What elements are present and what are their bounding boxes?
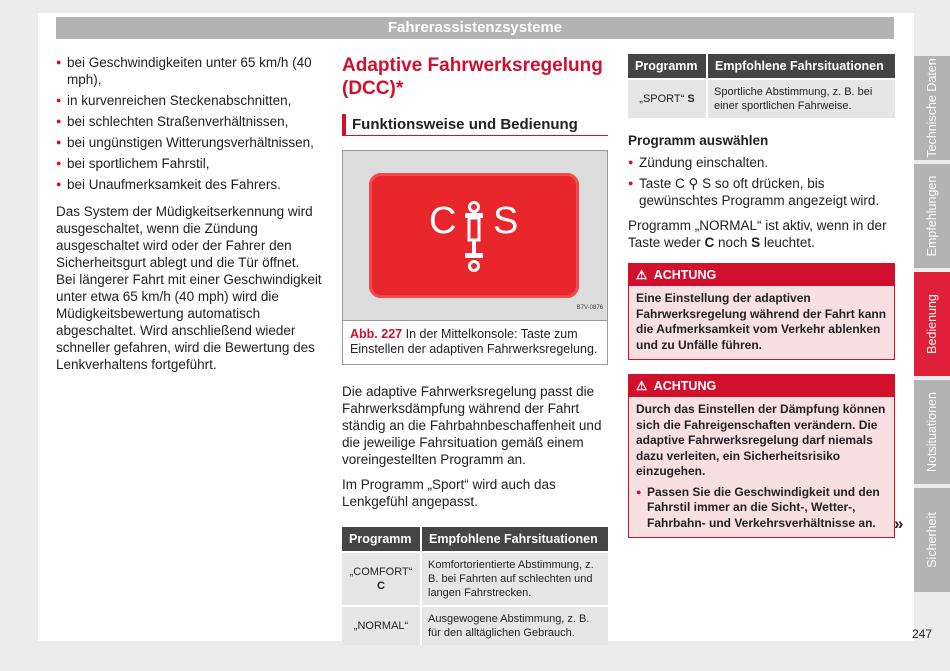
figure-caption [343,320,607,364]
table-header-program: Programm [342,527,420,551]
warning-title: ACHTUNG [653,268,717,282]
dcc-paragraph: Die adaptive Fahrwerksregelung passt die Fahrwerksdämpfung während der Fahrt ständig an die Fahrbahnbeschaffenheit und die jeweilige Fahrsituation gemäß einem voreingestellten Programm an. [342,384,602,467]
tab-technische-daten[interactable]: Technische Daten [914,56,950,160]
situation-cell: Komfortorientierte Abstimmung, z. B. bei Fahrten auf schlechten und langen Fahrstrecken. [420,551,608,605]
warning-text: Eine Einstellung der adaptiven Fahrwerksregelung während der Fahrt kann die Aufmerksamkeit vom Verkehr ablenken und zu Unfälle führen. [629,286,894,359]
warning-bullet: ● Passen Sie die Geschwindigkeit und den Fahrstil immer an die Sicht-, Wetter-, Fahrbahn- und Verkehrsverhältnisse an. [636,485,887,532]
column-middle [342,54,608,645]
warning-title: ACHTUNG [653,379,717,393]
tab-notsituationen[interactable]: Notsituationen [914,380,950,484]
continue-marker: » [894,514,904,533]
sport-letter: S [493,200,519,242]
figure-caption-text: In der Mittelkonsole: Taste zum Einstellen der adaptiven Fahrwerksregelung. [350,327,598,356]
comfort-letter: C [429,200,457,242]
list-item: ● Zündung einschalten. [628,154,895,171]
warning-box [628,374,895,538]
list-item: ● bei schlechten Straßenverhältnissen, [56,113,322,130]
situation-cell: Sportliche Abstimmung, z. B. bei einer sportlichen Fahrweise. [706,78,895,118]
normal-note: Programm „NORMAL“ ist aktiv, wenn in der Taste weder C noch S leuchtet. [628,218,887,250]
section-title: Adaptive Fahrwerksregelung (DCC)* [342,55,603,99]
chapter-header: Fahrerassistenzsysteme [56,17,894,39]
figure-227 [342,150,608,365]
list-item: ● bei Unaufmerksamkeit des Fahrers. [56,176,322,193]
column-right [628,54,895,538]
fatigue-paragraph: Das System der Müdigkeitserkennung wird ausgeschaltet, wenn die Zündung ausgeschaltet wird oder der Fahrer den Sicherheitsgurt ablegt und die Tür öffnet. Bei längerer Fahrt mit einer Geschwindigkeit unter etwa 65 km/h (40 mph) wird die Müdigkeitsbewertung automatisch abgeschaltet. Wird anschließend wieder schneller gefahren, wird die Bewertung des Lenkverhaltens fortgeführt. [56,204,322,372]
warning-header [629,375,894,397]
figure-label: Abb. 227 [350,327,403,341]
table-row [628,78,895,118]
page-number: 247 [912,627,933,641]
tab-empfehlungen[interactable]: Empfehlungen [914,164,950,268]
warning-content [629,397,894,537]
warning-box [628,263,895,360]
tab-bedienung[interactable]: Bedienung [914,272,950,376]
select-program-heading: Programm auswählen [628,133,769,148]
list-item: ● bei sportlichem Fahrstil, [56,155,322,172]
section-subtitle: Funktionsweise und Bedienung [342,114,608,136]
program-cell: „SPORT“ S [628,78,706,118]
dcc-button-illustration [369,173,579,298]
image-code: B7V-0876 [576,305,603,311]
program-table-continued [628,54,895,118]
column-left [56,54,322,373]
table-header-situations: Empfohlene Fahrsituationen [706,54,895,78]
sport-paragraph: Im Programm „Sport“ wird auch das Lenkgefühl angepasst. [342,477,556,509]
table-header-situations: Empfohlene Fahrsituationen [420,527,608,551]
situation-cell: Ausgewogene Abstimmung, z. B. für den alltäglichen Gebrauch. [420,605,608,645]
program-table [342,527,608,645]
figure-image [343,151,607,320]
condition-list [56,54,322,193]
tab-sicherheit[interactable]: Sicherheit [914,488,950,592]
table-row [342,605,608,645]
warning-triangle-icon: ⚠ [636,379,648,393]
program-cell: „COMFORT“ C [342,551,420,605]
list-item: ● in kurvenreichen Steckenabschnitten, [56,92,322,109]
program-cell: „NORMAL“ [342,605,420,645]
warning-triangle-icon: ⚠ [636,268,648,282]
shock-absorber-icon [461,201,487,273]
list-item: ● bei Geschwindigkeiten unter 65 km/h (40 mph), [56,54,322,88]
warning-text: Durch das Einstellen der Dämpfung können sich die Fahreigenschaften verändern. Die adaptive Fahrwerksregelung darf niemals dazu verleiten, ein Sicherheitsrisiko einzugehen. [636,402,886,478]
warning-header [629,264,894,286]
table-header-program: Programm [628,54,706,78]
table-row [342,551,608,605]
list-item: ● Taste C ⚲ S so oft drücken, bis gewünschtes Programm angezeigt wird. [628,175,895,209]
select-steps [628,154,895,209]
list-item: ● bei ungünstigen Witterungsverhältnissen, [56,134,322,151]
